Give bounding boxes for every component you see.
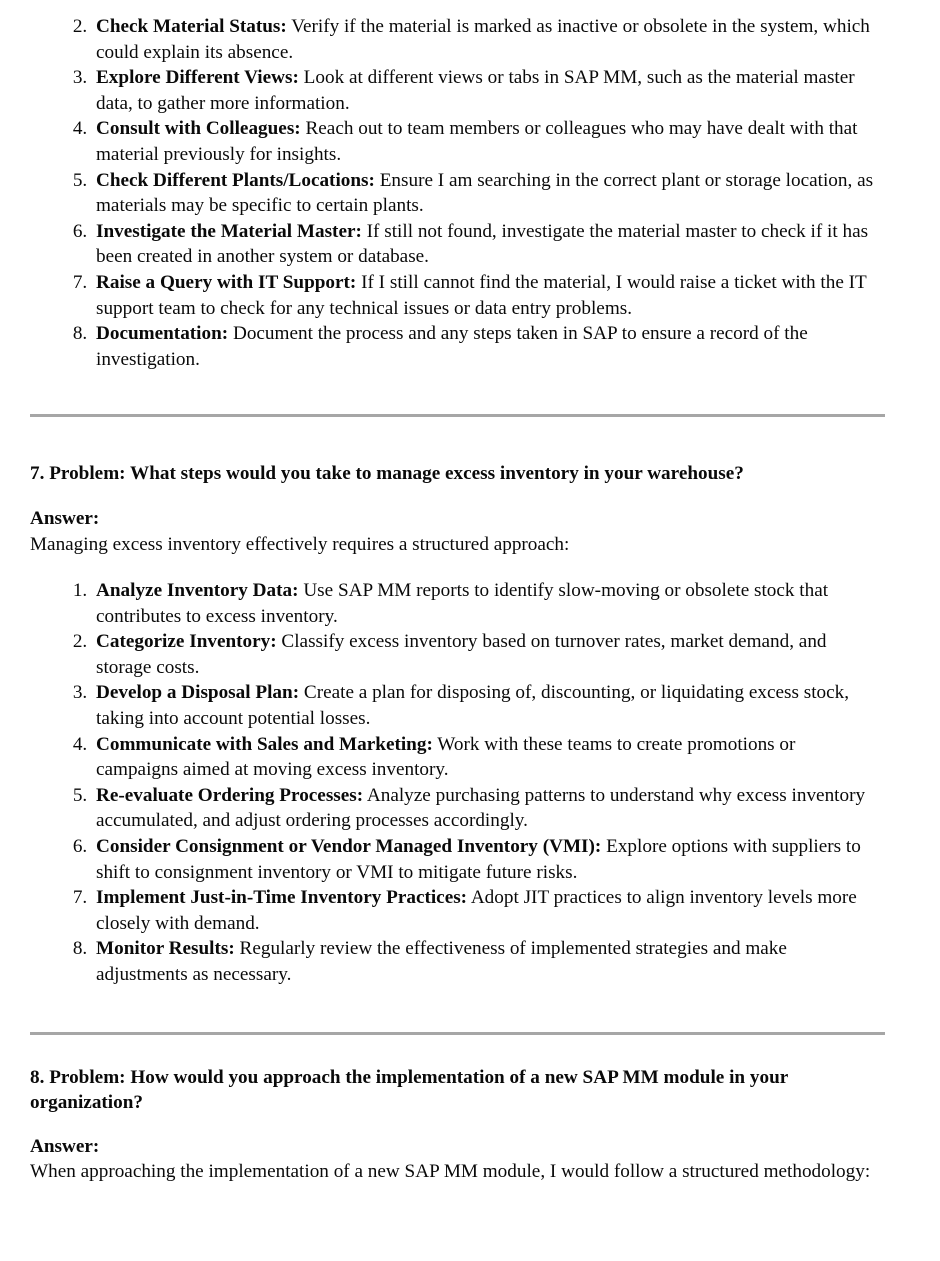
- answer-intro-8: When approaching the implementation of a new SAP MM module, I would follow a structured methodology:: [30, 1161, 871, 1183]
- answer-list-question-7: [0, 578, 940, 988]
- list-item-lead: Communicate with Sales and Marketing:: [96, 733, 433, 755]
- section-heading-7: 7. Problem: What steps would you take to manage excess inventory in your warehouse?: [30, 463, 744, 485]
- list-item-lead: Raise a Query with IT Support:: [96, 271, 357, 293]
- list-item-lead: Consider Consignment or Vendor Managed Inventory (VMI):: [96, 836, 602, 858]
- spacer-before-list-7: [0, 557, 940, 578]
- list-item-text: Reach out to team members or colleagues who may have dealt with that material previously for insights.: [96, 118, 858, 165]
- list-item: [92, 168, 940, 219]
- spacer-heading-7: [0, 487, 940, 506]
- list-item-text: Classify excess inventory based on turnover rates, market demand, and storage costs.: [96, 631, 827, 678]
- list-item-lead: Check Different Plants/Locations:: [96, 169, 375, 191]
- answer-label-8: Answer:: [30, 1135, 100, 1157]
- answer-label-7: Answer:: [30, 507, 100, 529]
- list-item-text: Work with these teams to create promotions or campaigns aimed at moving excess inventory.: [96, 733, 796, 781]
- list-item-lead: Explore Different Views:: [96, 67, 299, 89]
- list-item: [92, 321, 940, 372]
- list-item-text: Ensure I am searching in the correct plant or storage location, as materials may be specific to certain plants.: [96, 169, 874, 217]
- list-item: [92, 936, 940, 987]
- list-item-lead: Re-evaluate Ordering Processes:: [96, 784, 364, 806]
- list-item-text: Create a plan for disposing of, discounting, or liquidating excess stock, taking into account potential losses.: [96, 682, 850, 730]
- list-item-text: Adopt JIT practices to align inventory levels more closely with demand.: [96, 887, 857, 934]
- list-item-text: Document the process and any steps taken in SAP to ensure a record of the investigation.: [96, 323, 808, 370]
- list-item-text: Verify if the material is marked as inactive or obsolete in the system, which could explain its absence.: [96, 16, 870, 63]
- list-item: [92, 834, 940, 885]
- list-item-text: If I still cannot find the material, I would raise a ticket with the IT support team to check for any technical issues or data entry problems.: [96, 271, 867, 319]
- list-item-text: Analyze purchasing patterns to understand why excess inventory accumulated, and adjust ordering processes accordingly.: [96, 784, 866, 832]
- list-item-text: Explore options with suppliers to shift to consignment inventory or VMI to mitigate future risks.: [96, 836, 861, 883]
- list-item: [92, 680, 940, 731]
- answer-list-question-6: [0, 14, 940, 372]
- list-item-lead: Implement Just-in-Time Inventory Practices:: [96, 887, 468, 909]
- answer-intro-7: Managing excess inventory effectively requires a structured approach:: [30, 533, 570, 555]
- list-item-text: Regularly review the effectiveness of implemented strategies and make adjustments as necessary.: [96, 938, 787, 985]
- spacer-after-rule-2: [0, 1035, 940, 1065]
- list-item: [92, 885, 940, 936]
- list-item-lead: Categorize Inventory:: [96, 631, 277, 653]
- list-item: [92, 732, 940, 783]
- list-item: [92, 783, 940, 834]
- list-item: [92, 65, 940, 116]
- list-item: [92, 270, 940, 321]
- list-item-lead: Develop a Disposal Plan:: [96, 682, 300, 704]
- spacer-heading-8: [0, 1116, 940, 1134]
- list-item-lead: Check Material Status:: [96, 16, 287, 37]
- spacer-after-rule-1: [0, 417, 940, 461]
- list-item-lead: Monitor Results:: [96, 938, 235, 960]
- list-item: [92, 14, 940, 65]
- section-heading-8: 8. Problem: How would you approach the implementation of a new SAP MM module in your organization?: [30, 1066, 788, 1114]
- list-item: [92, 578, 940, 629]
- spacer-before-rule-1: [0, 372, 940, 414]
- list-item-lead: Investigate the Material Master:: [96, 220, 362, 242]
- list-item-text: If still not found, investigate the material master to check if it has been created in another system or database.: [96, 220, 869, 268]
- list-item-lead: Consult with Colleagues:: [96, 118, 301, 140]
- top-spacer: [0, 0, 940, 14]
- list-item-lead: Analyze Inventory Data:: [96, 580, 299, 602]
- list-item-text: Look at different views or tabs in SAP MM, such as the material master data, to gather more information.: [96, 67, 855, 114]
- list-item: [92, 219, 940, 270]
- spacer-before-rule-2: [0, 988, 940, 1032]
- list-item-text: Use SAP MM reports to identify slow-moving or obsolete stock that contributes to excess inventory.: [96, 580, 829, 627]
- list-item-lead: Documentation:: [96, 323, 229, 345]
- list-item: [92, 116, 940, 167]
- list-item: [92, 629, 940, 680]
